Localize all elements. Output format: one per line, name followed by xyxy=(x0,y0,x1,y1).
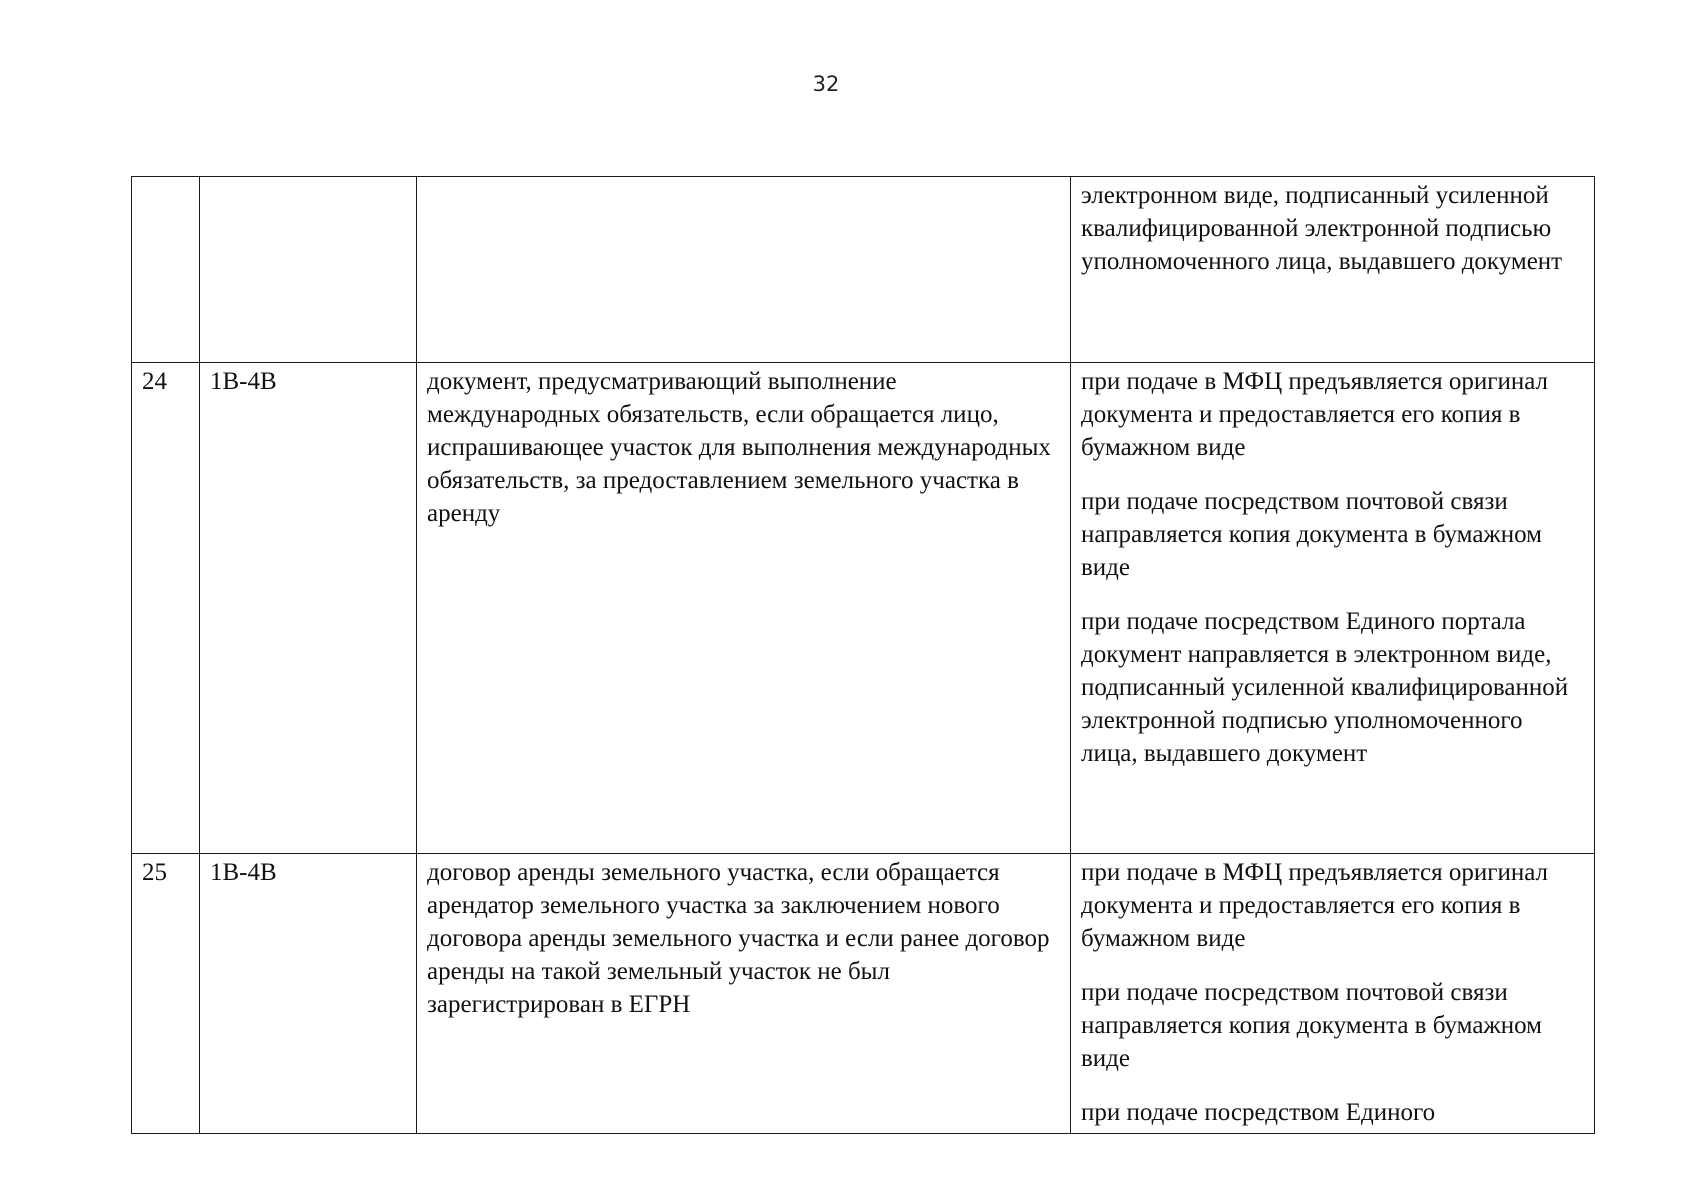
row-description-cell xyxy=(417,177,1071,363)
submission-method-text: электронном виде, подписанный усиленной квалифицированной электронной подписью уполномоченного лица, выдавшего документ xyxy=(1081,182,1563,275)
submission-method-text: при подаче в МФЦ предъявляется оригинал документа и предоставляется его копия в бумажном виде xyxy=(1081,859,1549,952)
row-description-cell: договор аренды земельного участка, если обращается арендатор земельного участка за заключением нового договора аренды земельного участка и если ранее договор аренды на такой земельный участок не был зарегистрирован в ЕГРН xyxy=(417,854,1071,1134)
row-number-cell: 24 xyxy=(132,363,200,854)
table-row xyxy=(132,363,1595,854)
row-code-cell: 1В-4В xyxy=(200,363,417,854)
row-code-cell: 1В-4В xyxy=(200,854,417,1134)
row-methods-cell xyxy=(1071,854,1595,1134)
submission-method-text: при подаче посредством Единого портала документ направляется в электронном виде, подписанный усиленной квалифицированной электронной подписью уполномоченного лица, выдавшего документ xyxy=(1081,608,1569,767)
row-number-cell xyxy=(132,177,200,363)
row-number-cell: 25 xyxy=(132,854,200,1134)
row-methods-cell xyxy=(1071,363,1595,854)
row-methods-cell xyxy=(1071,177,1595,363)
page-number: 32 xyxy=(812,72,840,96)
submission-method-text: при подаче посредством Единого xyxy=(1081,1099,1436,1126)
table-row xyxy=(132,177,1595,363)
submission-method-text: при подаче посредством почтовой связи направляется копия документа в бумажном виде xyxy=(1081,488,1542,581)
submission-method-text: при подаче в МФЦ предъявляется оригинал документа и предоставляется его копия в бумажном виде xyxy=(1081,368,1549,461)
submission-method-text: при подаче посредством почтовой связи направляется копия документа в бумажном виде xyxy=(1081,979,1542,1072)
row-code-cell xyxy=(200,177,417,363)
row-description-cell: документ, предусматривающий выполнение международных обязательств, если обращается лицо, испрашивающее участок для выполнения международных обязательств, за предоставлением земельного участка в аренду xyxy=(417,363,1071,854)
table-row xyxy=(132,854,1595,1134)
documents-table xyxy=(131,176,1595,1134)
